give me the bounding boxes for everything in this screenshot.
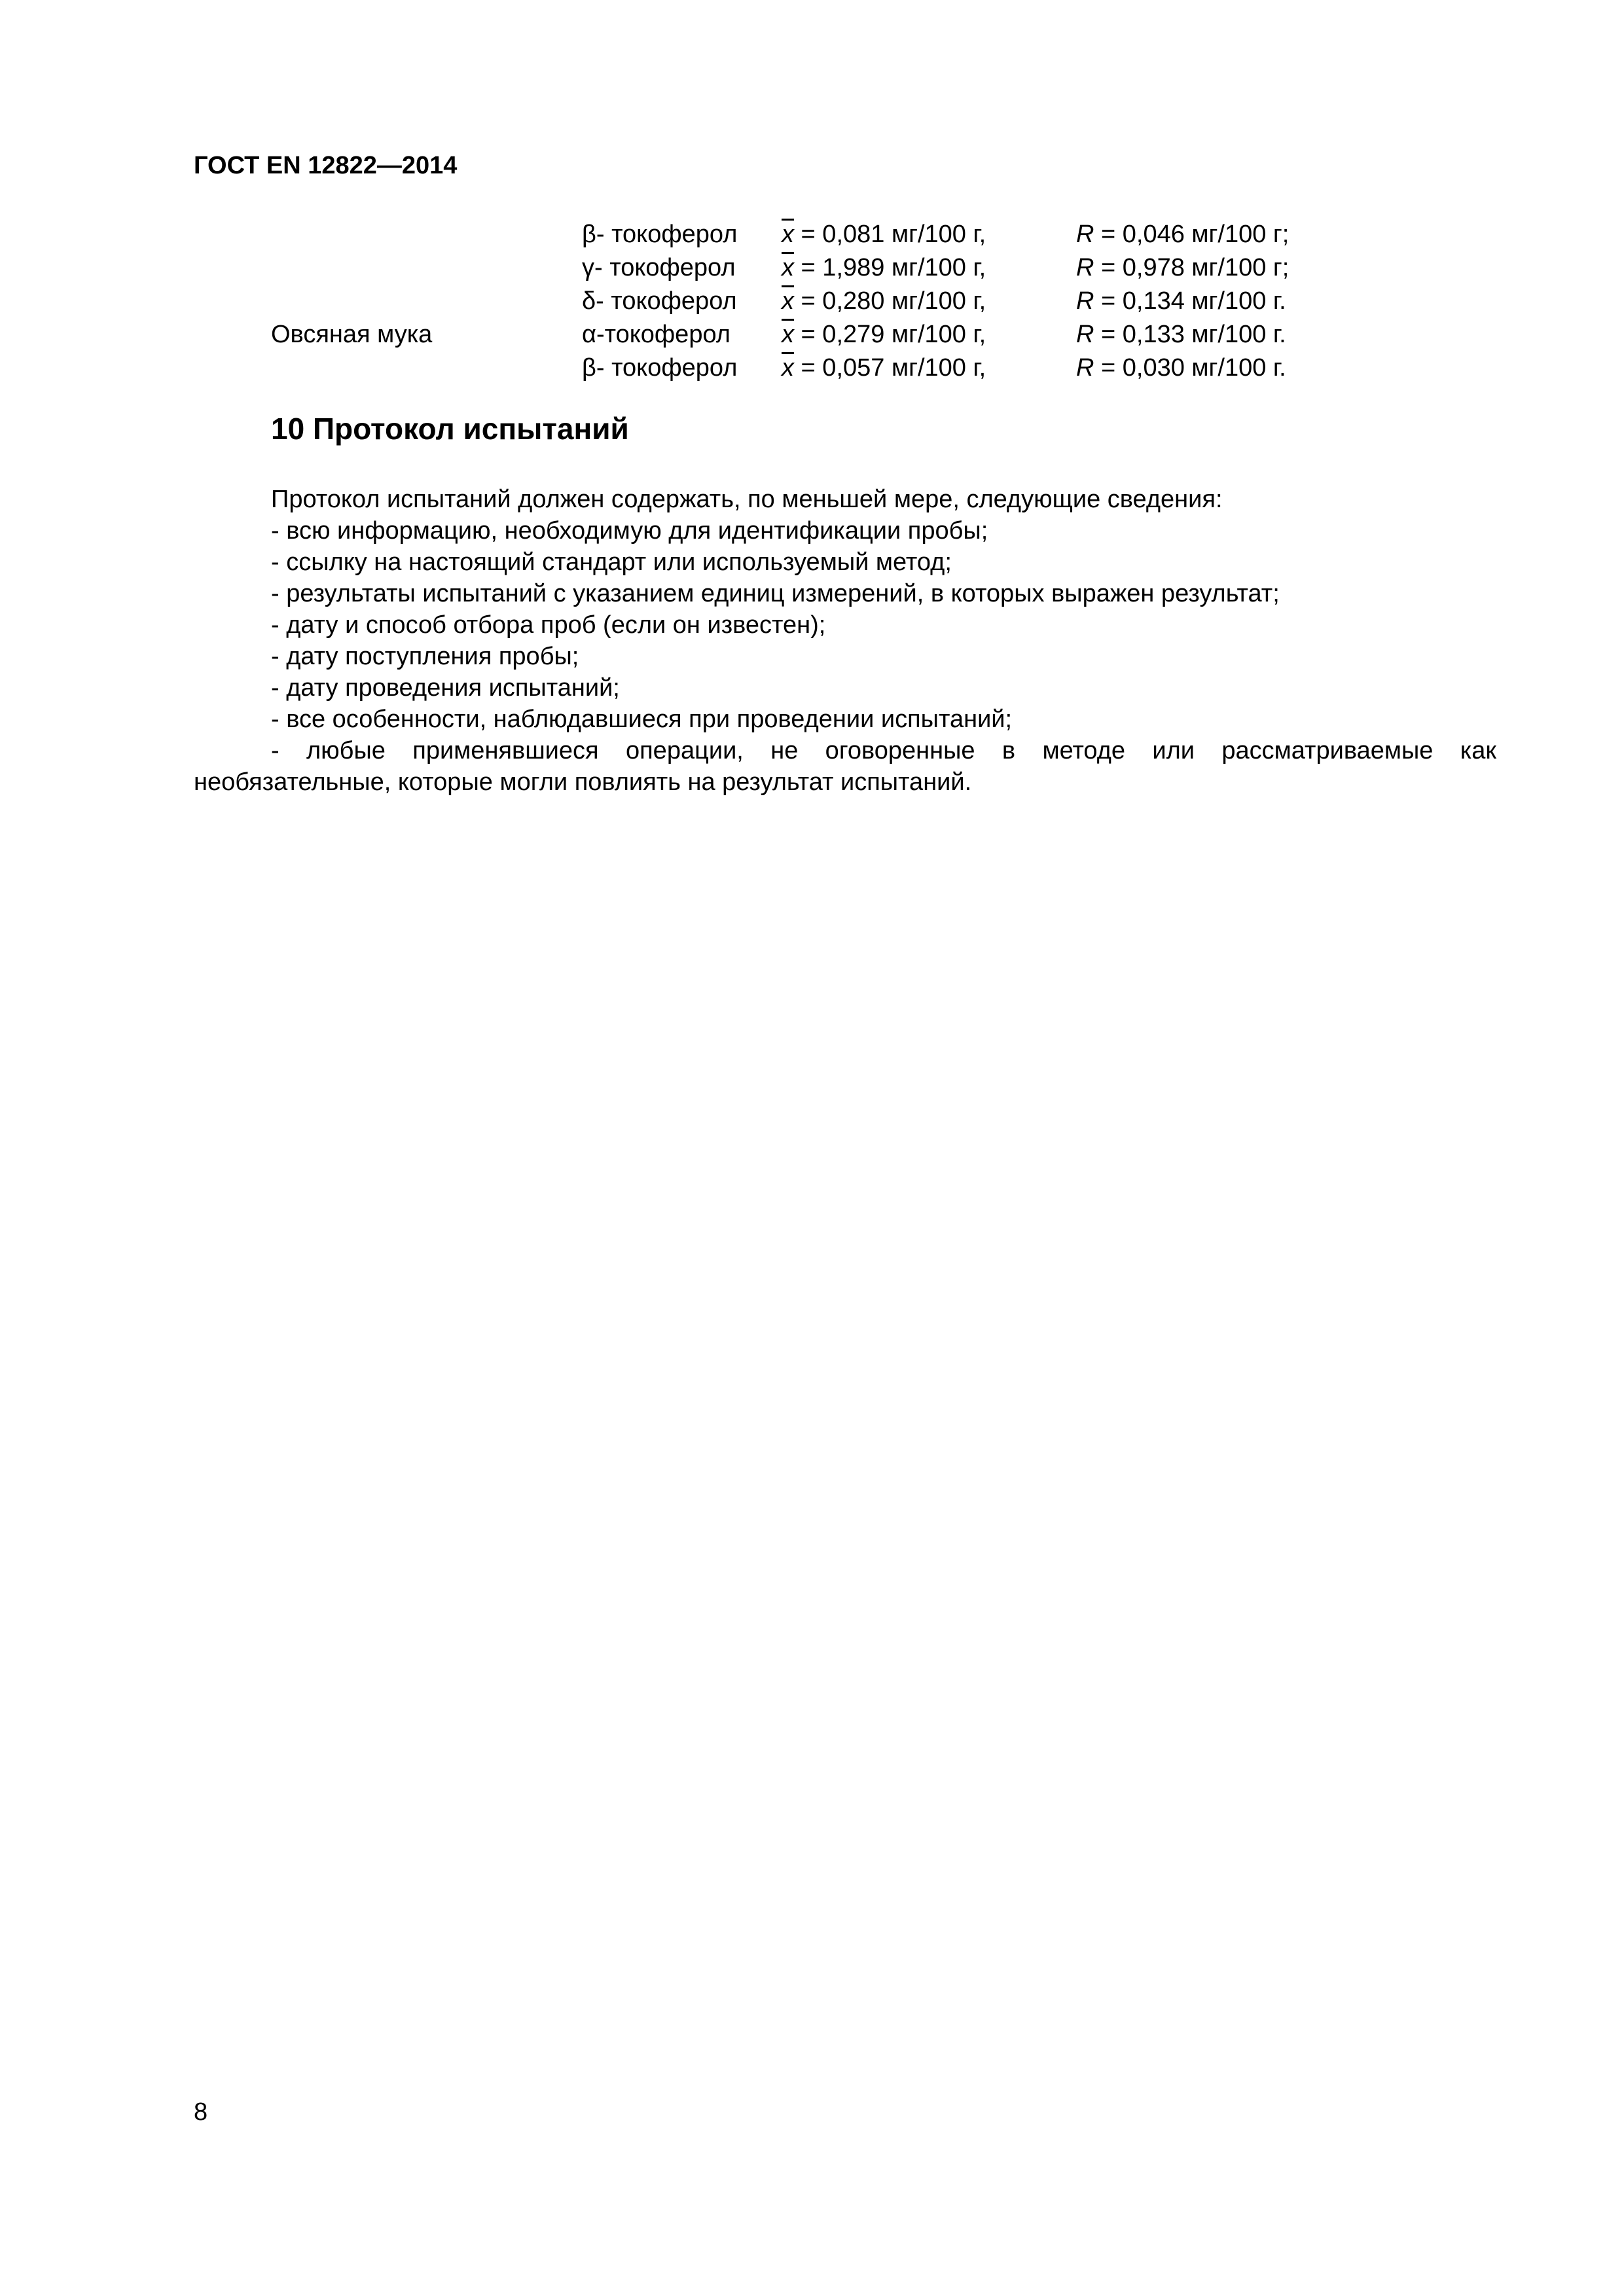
list-item: - дату и способ отбора проб (если он известен); <box>271 611 826 639</box>
range-number: = 0,046 мг/100 г; <box>1094 221 1290 248</box>
mean-symbol: $\overline{x}$ <box>782 321 794 348</box>
range-symbol: R <box>1076 354 1094 382</box>
table-row <box>0 251 1624 285</box>
mean-value <box>782 351 986 385</box>
compound-name: β- токоферол <box>582 354 738 382</box>
list-item: - дату проведения испытаний; <box>271 674 620 702</box>
mean-symbol: $\overline{x}$ <box>782 221 794 248</box>
list-item: - дату поступления пробы; <box>271 643 579 670</box>
mean-value <box>782 318 986 351</box>
compound-name: γ- токоферол <box>582 254 736 281</box>
mean-symbol: $\overline{x}$ <box>782 354 794 382</box>
table-row <box>0 218 1624 251</box>
compound-name: β- токоферол <box>582 221 738 248</box>
mean-number: = 0,279 мг/100 г, <box>794 321 986 348</box>
document-header: ГОСТ EN 12822—2014 <box>194 152 458 179</box>
table-row <box>0 318 1624 351</box>
mean-symbol: $\overline{x}$ <box>782 287 794 315</box>
compound-name: δ- токоферол <box>582 287 737 315</box>
range-symbol: R <box>1076 221 1094 248</box>
product-name: Овсяная мука <box>271 321 433 348</box>
range-value <box>1076 285 1286 318</box>
list-item: - все особенности, наблюдавшиеся при проведении испытаний; <box>271 706 1013 733</box>
mean-number: = 1,989 мг/100 г, <box>794 254 986 281</box>
range-symbol: R <box>1076 321 1094 348</box>
section-body <box>194 484 1496 798</box>
section-heading: 10 Протокол испытаний <box>271 412 629 446</box>
range-symbol: R <box>1076 287 1094 315</box>
section-intro: Протокол испытаний должен содержать, по меньшей мере, следующие сведения: <box>271 486 1223 513</box>
mean-value <box>782 251 986 285</box>
range-number: = 0,133 мг/100 г. <box>1094 321 1286 348</box>
range-number: = 0,134 мг/100 г. <box>1094 287 1286 315</box>
mean-value <box>782 218 986 251</box>
list-item: - ссылку на настоящий стандарт или используемый метод; <box>271 548 952 576</box>
page-number: 8 <box>194 2098 208 2126</box>
range-number: = 0,978 мг/100 г; <box>1094 254 1290 281</box>
range-value <box>1076 351 1286 385</box>
compound-name: α-токоферол <box>582 321 731 348</box>
mean-number: = 0,081 мг/100 г, <box>794 221 986 248</box>
range-value <box>1076 218 1289 251</box>
tocopherol-results-table <box>0 218 1624 385</box>
table-row <box>0 351 1624 385</box>
range-value <box>1076 251 1289 285</box>
range-number: = 0,030 мг/100 г. <box>1094 354 1286 382</box>
mean-symbol: $\overline{x}$ <box>782 254 794 281</box>
range-symbol: R <box>1076 254 1094 281</box>
mean-number: = 0,280 мг/100 г, <box>794 287 986 315</box>
list-item: - всю информацию, необходимую для идентификации пробы; <box>271 517 988 545</box>
table-row <box>0 285 1624 318</box>
list-item: - любые применявшиеся операции, не оговоренные в методе или рассматриваемые как необязательные, которые могли повлиять на результат испытаний. <box>194 737 1496 796</box>
list-item: - результаты испытаний с указанием единиц измерений, в которых выражен результат; <box>271 580 1280 607</box>
mean-value <box>782 285 986 318</box>
mean-number: = 0,057 мг/100 г, <box>794 354 986 382</box>
range-value <box>1076 318 1286 351</box>
